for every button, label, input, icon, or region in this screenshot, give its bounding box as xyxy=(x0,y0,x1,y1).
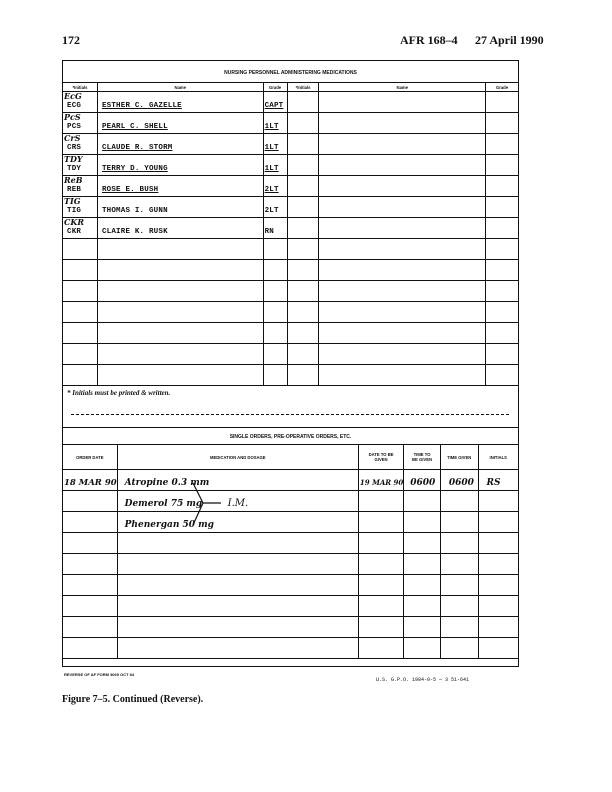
initials-cell xyxy=(63,176,98,197)
empty-cell xyxy=(63,344,98,365)
printed-initials: TDY xyxy=(67,165,82,173)
route-label: I.M. xyxy=(227,498,249,509)
empty-cell xyxy=(486,113,519,134)
order-row xyxy=(63,638,519,659)
empty-cell xyxy=(358,512,403,533)
document-id: AFR 168–4 xyxy=(400,33,458,47)
order-date-cell xyxy=(63,470,118,491)
empty-cell xyxy=(319,197,486,218)
medication-line: Demerol 75 mg xyxy=(124,499,203,509)
name-cell xyxy=(97,218,263,239)
empty-cell xyxy=(117,617,358,638)
empty-cell xyxy=(263,323,287,344)
empty-cell xyxy=(486,176,519,197)
empty-cell xyxy=(319,218,486,239)
person-grade: 2LT xyxy=(264,186,279,194)
empty-cell xyxy=(319,134,486,155)
empty-cell xyxy=(358,491,403,512)
empty-cell xyxy=(287,365,319,386)
empty-cell xyxy=(404,554,441,575)
col-name-1: Name xyxy=(97,83,263,92)
name-cell xyxy=(97,113,263,134)
person-name: TERRY D. YOUNG xyxy=(101,165,168,173)
handwritten-initials: EcG xyxy=(64,91,82,101)
empty-cell xyxy=(486,365,519,386)
empty-cell xyxy=(358,575,403,596)
empty-cell xyxy=(63,554,118,575)
handwritten-initials: ReB xyxy=(64,175,83,185)
empty-cell xyxy=(319,323,486,344)
empty-cell xyxy=(287,323,319,344)
empty-cell xyxy=(319,92,486,113)
grade-cell xyxy=(263,197,287,218)
empty-cell xyxy=(263,302,287,323)
empty-cell xyxy=(287,176,319,197)
empty-cell xyxy=(97,281,263,302)
empty-cell xyxy=(486,323,519,344)
personnel-row xyxy=(63,155,519,176)
empty-cell xyxy=(478,575,518,596)
personnel-row xyxy=(63,113,519,134)
empty-cell xyxy=(287,239,319,260)
empty-cell xyxy=(440,512,478,533)
empty-cell xyxy=(117,554,358,575)
col-date-given: DATE TO BE GIVEN xyxy=(358,445,403,470)
printed-initials: PCS xyxy=(67,123,82,131)
empty-cell xyxy=(63,575,118,596)
empty-cell xyxy=(287,113,319,134)
empty-cell xyxy=(97,365,263,386)
gpo-imprint: U.S. G.P.O. 1984-0-5 — 3 51-641 xyxy=(376,677,470,683)
person-grade: 2LT xyxy=(264,207,279,215)
empty-cell xyxy=(63,617,118,638)
personnel-row xyxy=(63,281,519,302)
person-grade: 1LT xyxy=(264,165,279,173)
name-cell xyxy=(97,197,263,218)
empty-cell xyxy=(117,638,358,659)
empty-cell xyxy=(404,533,441,554)
grade-cell xyxy=(263,134,287,155)
col-initials-1: *Initials xyxy=(63,83,98,92)
empty-cell xyxy=(97,302,263,323)
form-title: NURSING PERSONNEL ADMINISTERING MEDICATIONS xyxy=(224,70,357,76)
empty-cell xyxy=(319,302,486,323)
personnel-row xyxy=(63,323,519,344)
order-date: 18 MAR 90 xyxy=(64,478,117,488)
name-cell xyxy=(97,92,263,113)
initials-cell xyxy=(63,218,98,239)
person-grade: 1LT xyxy=(264,144,279,152)
empty-cell xyxy=(478,533,518,554)
person-name: CLAIRE K. RUSK xyxy=(101,228,168,236)
empty-cell xyxy=(63,596,118,617)
name-cell xyxy=(97,155,263,176)
date-given-cell xyxy=(358,470,403,491)
empty-cell xyxy=(319,113,486,134)
empty-cell xyxy=(358,533,403,554)
empty-cell xyxy=(358,596,403,617)
medication-cell xyxy=(117,491,358,512)
section-divider xyxy=(63,427,518,428)
empty-cell xyxy=(63,491,118,512)
empty-cell xyxy=(287,92,319,113)
col-grade-1: Grade xyxy=(263,83,287,92)
empty-cell xyxy=(358,617,403,638)
grade-cell xyxy=(263,113,287,134)
personnel-row xyxy=(63,134,519,155)
orders-table xyxy=(62,444,519,659)
figure-caption: Figure 7–5. Continued (Reverse). xyxy=(62,694,204,705)
handwritten-initials: PcS xyxy=(64,112,81,122)
empty-cell xyxy=(478,596,518,617)
order-row xyxy=(63,512,519,533)
empty-cell xyxy=(63,638,118,659)
footnote: * Initials must be printed & written. xyxy=(67,389,171,397)
order-row xyxy=(63,575,519,596)
empty-cell xyxy=(63,512,118,533)
empty-cell xyxy=(486,155,519,176)
empty-cell xyxy=(287,302,319,323)
order-row xyxy=(63,470,519,491)
order-row xyxy=(63,491,519,512)
col-name-2: Name xyxy=(319,83,486,92)
person-grade: 1LT xyxy=(264,123,279,131)
empty-cell xyxy=(287,155,319,176)
initials-cell xyxy=(63,92,98,113)
empty-cell xyxy=(486,197,519,218)
empty-cell xyxy=(486,281,519,302)
col-order-date: ORDER DATE xyxy=(63,445,118,470)
empty-cell xyxy=(263,260,287,281)
empty-cell xyxy=(486,239,519,260)
empty-cell xyxy=(440,575,478,596)
name-cell xyxy=(97,176,263,197)
medication-form xyxy=(62,60,519,667)
empty-cell xyxy=(63,239,98,260)
empty-cell xyxy=(263,365,287,386)
time-given: 0600 xyxy=(448,478,474,488)
empty-cell xyxy=(486,344,519,365)
empty-cell xyxy=(486,218,519,239)
personnel-row xyxy=(63,92,519,113)
empty-cell xyxy=(63,302,98,323)
empty-cell xyxy=(478,638,518,659)
empty-cell xyxy=(287,134,319,155)
initials-cell xyxy=(63,197,98,218)
empty-cell xyxy=(117,575,358,596)
medication-line: Atropine 0.3 mm xyxy=(124,478,210,488)
empty-cell xyxy=(486,134,519,155)
empty-cell xyxy=(440,491,478,512)
time-to-be-given-cell xyxy=(404,470,441,491)
form-id: REVERSE OF AF FORM 3069 OCT 84 xyxy=(64,672,135,677)
printed-initials: CKR xyxy=(67,228,82,236)
grade-cell xyxy=(263,176,287,197)
empty-cell xyxy=(404,491,441,512)
empty-cell xyxy=(63,533,118,554)
empty-cell xyxy=(358,638,403,659)
empty-cell xyxy=(319,281,486,302)
personnel-row xyxy=(63,176,519,197)
empty-cell xyxy=(486,302,519,323)
date-given: 19 MAR 90 xyxy=(359,478,404,487)
page-number: 172 xyxy=(62,33,80,47)
personnel-row xyxy=(63,197,519,218)
empty-cell xyxy=(404,512,441,533)
empty-cell xyxy=(117,533,358,554)
cut-line xyxy=(71,414,509,415)
personnel-row xyxy=(63,239,519,260)
printed-initials: REB xyxy=(67,186,82,194)
empty-cell xyxy=(97,323,263,344)
medication-line: Phenergan 50 mg xyxy=(124,520,214,530)
bracket-mark xyxy=(191,479,231,529)
empty-cell xyxy=(63,323,98,344)
order-row xyxy=(63,533,519,554)
orders-header-row xyxy=(63,445,519,470)
empty-cell xyxy=(319,176,486,197)
name-cell xyxy=(97,134,263,155)
printed-initials: TIG xyxy=(67,207,82,215)
personnel-table xyxy=(62,82,519,386)
personnel-row xyxy=(63,365,519,386)
printed-initials: CRS xyxy=(67,144,82,152)
empty-cell xyxy=(287,218,319,239)
initials-given: RS xyxy=(486,478,501,488)
col-medication: MEDICATION AND DOSAGE xyxy=(117,445,358,470)
empty-cell xyxy=(404,617,441,638)
col-initials-2: *Initials xyxy=(287,83,319,92)
empty-cell xyxy=(440,596,478,617)
person-grade: RN xyxy=(264,228,274,236)
empty-cell xyxy=(404,638,441,659)
person-name: CLAUDE R. STORM xyxy=(101,144,173,152)
personnel-row xyxy=(63,260,519,281)
empty-cell xyxy=(287,197,319,218)
empty-cell xyxy=(263,344,287,365)
person-name: THOMAS I. GUNN xyxy=(101,207,168,215)
empty-cell xyxy=(440,554,478,575)
empty-cell xyxy=(97,260,263,281)
initials-cell xyxy=(63,155,98,176)
empty-cell xyxy=(97,239,263,260)
empty-cell xyxy=(63,260,98,281)
medication-cell xyxy=(117,512,358,533)
handwritten-initials: TDY xyxy=(64,154,83,164)
col-grade-2: Grade xyxy=(486,83,519,92)
person-grade: CAPT xyxy=(264,102,284,110)
empty-cell xyxy=(263,239,287,260)
empty-cell xyxy=(486,260,519,281)
col-initials: INITIALS xyxy=(478,445,518,470)
empty-cell xyxy=(440,617,478,638)
empty-cell xyxy=(478,512,518,533)
person-name: PEARL C. SHELL xyxy=(101,123,168,131)
handwritten-initials: CrS xyxy=(64,133,81,143)
empty-cell xyxy=(263,281,287,302)
personnel-row xyxy=(63,218,519,239)
personnel-header-row xyxy=(63,83,519,92)
empty-cell xyxy=(358,554,403,575)
empty-cell xyxy=(478,617,518,638)
order-row xyxy=(63,554,519,575)
empty-cell xyxy=(440,638,478,659)
empty-cell xyxy=(63,365,98,386)
empty-cell xyxy=(63,281,98,302)
person-name: ROSE E. BUSH xyxy=(101,186,159,194)
empty-cell xyxy=(404,596,441,617)
empty-cell xyxy=(478,554,518,575)
col-time-to-be-given: TIME TO BE GIVEN xyxy=(404,445,441,470)
empty-cell xyxy=(440,533,478,554)
initials-cell xyxy=(63,113,98,134)
initials-given-cell xyxy=(478,470,518,491)
grade-cell xyxy=(263,92,287,113)
section2-title: SINGLE ORDERS, PRE-OPERATIVE ORDERS, ETC. xyxy=(229,434,352,440)
printed-initials: ECG xyxy=(67,102,82,110)
empty-cell xyxy=(486,92,519,113)
person-name: ESTHER C. GAZELLE xyxy=(101,102,182,110)
handwritten-initials: CKR xyxy=(64,217,84,227)
handwritten-initials: TIG xyxy=(64,196,81,206)
empty-cell xyxy=(97,344,263,365)
empty-cell xyxy=(478,491,518,512)
medication-cell xyxy=(117,470,358,491)
time-given-cell xyxy=(440,470,478,491)
empty-cell xyxy=(319,260,486,281)
empty-cell xyxy=(404,575,441,596)
empty-cell xyxy=(319,344,486,365)
empty-cell xyxy=(287,281,319,302)
document-date: 27 April 1990 xyxy=(475,33,544,47)
empty-cell xyxy=(117,596,358,617)
order-row xyxy=(63,617,519,638)
empty-cell xyxy=(287,260,319,281)
grade-cell xyxy=(263,218,287,239)
col-time-given: TIME GIVEN xyxy=(440,445,478,470)
personnel-row xyxy=(63,344,519,365)
empty-cell xyxy=(287,344,319,365)
grade-cell xyxy=(263,155,287,176)
order-row xyxy=(63,596,519,617)
empty-cell xyxy=(319,155,486,176)
personnel-row xyxy=(63,302,519,323)
time-to-be-given: 0600 xyxy=(410,478,436,488)
empty-cell xyxy=(319,365,486,386)
empty-cell xyxy=(319,239,486,260)
initials-cell xyxy=(63,134,98,155)
